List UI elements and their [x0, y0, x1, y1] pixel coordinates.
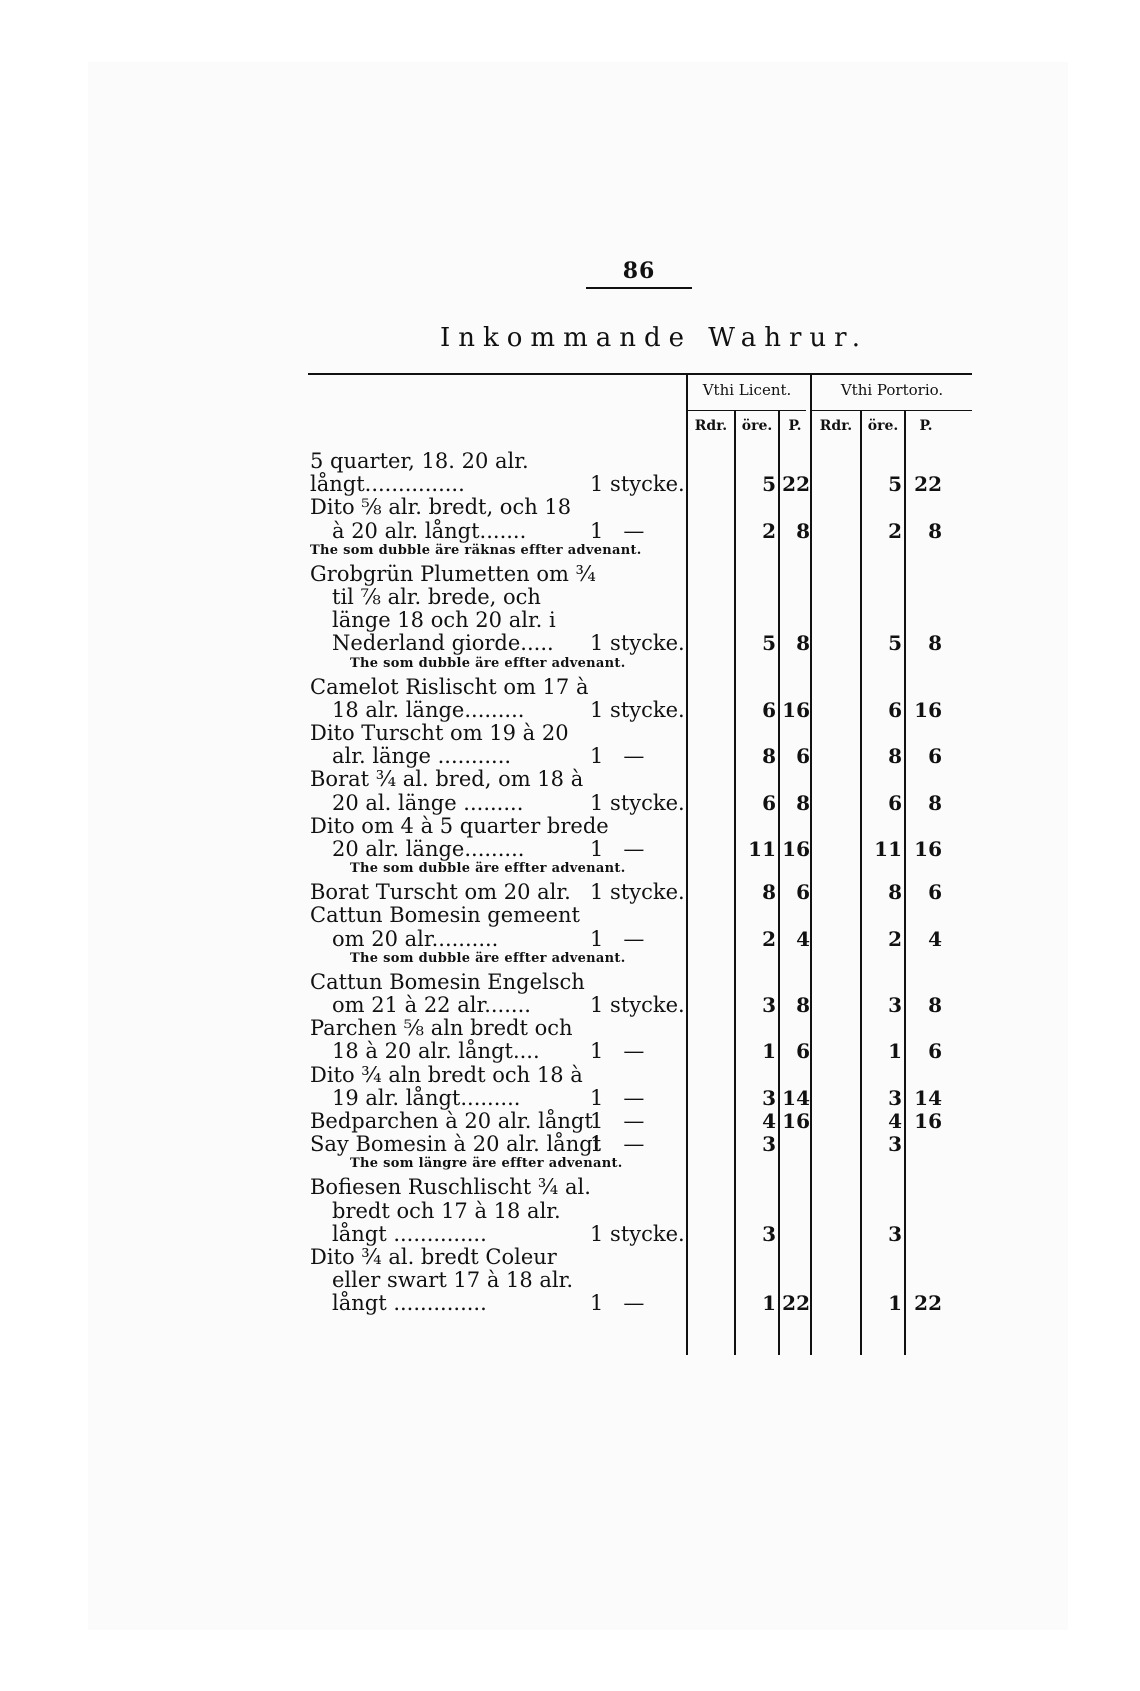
licent-ore-value: 3 [762, 993, 776, 1017]
item-description: långt .............. [332, 1291, 487, 1316]
portorio-subrule [812, 410, 972, 411]
table-row [310, 879, 980, 905]
licent-p-value: 16 [782, 1109, 810, 1133]
licent-ore-value: 1 [762, 1291, 776, 1316]
item-description: eller swart 17 à 18 alr. [332, 1268, 574, 1293]
portorio-ore-header: öre. [867, 418, 899, 434]
table-row [310, 1085, 980, 1111]
table-row [310, 720, 980, 746]
note-text: The som dubble äre effter advenant. [350, 655, 626, 671]
table-row [310, 1015, 980, 1041]
table-row [310, 1038, 980, 1064]
licent-p-value: 8 [796, 790, 810, 815]
portorio-p-header: P. [919, 418, 933, 434]
table-row [310, 992, 980, 1018]
table-row [310, 790, 980, 816]
item-quantity: 1 — [590, 1109, 645, 1133]
portorio-ore-value: 6 [888, 697, 902, 722]
portorio-ore-value: 3 [888, 1085, 902, 1110]
item-description: 18 à 20 alr. långt.... [332, 1039, 540, 1064]
table-row [310, 1198, 980, 1224]
item-description: Camelot Rislischt om 17 à [310, 674, 589, 699]
table-row [310, 902, 980, 928]
item-description: alr. länge ........... [332, 744, 512, 769]
note-text: The som dubble äre effter advenant. [350, 861, 626, 877]
page-title: Inkommande Wahrur. [440, 323, 868, 353]
portorio-ore-value: 4 [888, 1109, 902, 1133]
licent-ore-value: 11 [748, 837, 776, 861]
licent-ore-value: 3 [762, 1132, 776, 1157]
portorio-ore-value: 5 [888, 631, 902, 656]
table-row [310, 630, 980, 656]
table-row [310, 1108, 980, 1134]
table-row [310, 766, 980, 792]
licent-ore-value: 8 [762, 744, 776, 769]
table-row [310, 448, 980, 474]
portorio-ore-value: 5 [888, 472, 902, 497]
licent-p-value: 6 [796, 880, 810, 905]
item-description: Bedparchen à 20 alr. långt [310, 1109, 593, 1133]
item-description: 20 al. länge ......... [332, 790, 524, 815]
licent-p-value: 6 [796, 1039, 810, 1064]
licent-header: Vthi Licent. [702, 381, 792, 399]
table-row [310, 926, 980, 952]
portorio-p-value: 14 [914, 1085, 942, 1110]
note-text: The som längre äre effter advenant. [350, 1156, 623, 1172]
portorio-p-value: 8 [928, 631, 942, 656]
item-description: 18 alr. länge......... [332, 697, 525, 722]
licent-ore-value: 3 [762, 1221, 776, 1246]
portorio-p-value: 16 [914, 837, 942, 861]
licent-p-value: 16 [782, 837, 810, 861]
page-number: 86 [622, 258, 656, 284]
table-row [310, 471, 980, 497]
portorio-p-value: 6 [928, 1039, 942, 1064]
table-note-row [310, 654, 980, 674]
licent-rdr-header: Rdr. [694, 418, 728, 434]
item-description: Dito ¾ aln bredt och 18 à [310, 1062, 583, 1087]
licent-ore-value: 8 [762, 880, 776, 905]
licent-ore-value: 4 [762, 1109, 776, 1133]
table-row [310, 836, 980, 862]
note-text: The som dubble äre räknas effter advenant. [310, 542, 642, 558]
licent-ore-header: öre. [741, 418, 773, 434]
table-row [310, 697, 980, 723]
table-row [310, 1174, 980, 1200]
item-description: om 20 alr.......... [332, 926, 499, 951]
table-note-row [310, 541, 980, 561]
licent-ore-value: 3 [762, 1085, 776, 1110]
item-description: Bofiesen Ruschlischt ¾ al. [310, 1175, 591, 1200]
licent-ore-value: 6 [762, 790, 776, 815]
portorio-ore-value: 8 [888, 744, 902, 769]
item-description: Parchen ⅝ aln bredt och [310, 1016, 573, 1041]
item-description: långt .............. [332, 1221, 487, 1246]
portorio-header: Vthi Portorio. [840, 381, 944, 399]
item-description: à 20 alr. långt....... [332, 518, 527, 543]
licent-subrule [688, 410, 806, 411]
item-description: Borat ¾ al. bred, om 18 à [310, 767, 584, 792]
table-row [310, 1062, 980, 1088]
item-description: 5 quarter, 18. 20 alr. [310, 449, 529, 473]
item-description: bredt och 17 à 18 alr. [332, 1198, 561, 1223]
licent-p-value: 22 [782, 1291, 810, 1316]
table-row [310, 518, 980, 544]
licent-p-value: 22 [782, 472, 810, 497]
item-description: til ⅞ alr. brede, och [332, 585, 541, 609]
item-description: Dito Turscht om 19 à 20 [310, 721, 569, 745]
item-quantity: 1 — [590, 926, 645, 951]
item-description: 20 alr. länge......... [332, 837, 525, 861]
licent-ore-value: 6 [762, 697, 776, 722]
item-quantity: 1 stycke. [590, 631, 685, 656]
item-description: Dito ⅝ alr. bredt, och 18 [310, 495, 572, 520]
portorio-ore-value: 3 [888, 993, 902, 1017]
table-top-rule [308, 373, 972, 375]
portorio-p-value: 6 [928, 880, 942, 905]
table-row [310, 969, 980, 995]
table-row [310, 494, 980, 520]
portorio-p-value: 4 [928, 926, 942, 951]
item-quantity: 1 — [590, 1039, 645, 1064]
item-quantity: 1 stycke. [590, 697, 685, 722]
table-note-row [310, 859, 980, 879]
licent-ore-value: 5 [762, 631, 776, 656]
portorio-ore-value: 6 [888, 790, 902, 815]
portorio-ore-value: 8 [888, 880, 902, 905]
note-text: The som dubble äre effter advenant. [350, 950, 626, 966]
licent-ore-value: 1 [762, 1039, 776, 1064]
table-row [310, 1290, 980, 1316]
item-quantity: 1 — [590, 837, 645, 861]
item-description: Nederland giorde..... [332, 631, 554, 656]
licent-ore-value: 2 [762, 518, 776, 543]
item-description: Dito om 4 à 5 quarter brede [310, 813, 609, 838]
licent-p-value: 8 [796, 631, 810, 656]
licent-ore-value: 2 [762, 926, 776, 951]
licent-p-value: 8 [796, 993, 810, 1017]
item-quantity: 1 stycke. [590, 993, 685, 1017]
item-description: Cattun Bomesin Engelsch [310, 969, 585, 994]
portorio-ore-value: 3 [888, 1221, 902, 1246]
portorio-p-value: 8 [928, 993, 942, 1017]
portorio-p-value: 22 [914, 1291, 942, 1316]
table-row [310, 607, 980, 633]
portorio-p-value: 6 [928, 744, 942, 769]
item-quantity: 1 stycke. [590, 880, 685, 905]
table-row [310, 1267, 980, 1293]
table-row [310, 1221, 980, 1247]
table-note-row [310, 1154, 980, 1174]
item-quantity: 1 — [590, 1291, 645, 1316]
portorio-ore-value: 3 [888, 1132, 902, 1157]
table-row [310, 743, 980, 769]
item-description: Grobgrün Plumetten om ¾ [310, 561, 596, 586]
item-description: Say Bomesin à 20 alr. långt [310, 1132, 602, 1157]
licent-ore-value: 5 [762, 472, 776, 497]
portorio-p-value: 8 [928, 518, 942, 543]
item-quantity: 1 stycke. [590, 472, 685, 497]
item-description: Cattun Bomesin gemeent [310, 903, 580, 928]
licent-p-value: 8 [796, 518, 810, 543]
portorio-ore-value: 1 [888, 1039, 902, 1064]
item-quantity: 1 — [590, 1132, 645, 1157]
licent-p-value: 4 [796, 926, 810, 951]
licent-p-value: 16 [782, 697, 810, 722]
table-note-row [310, 949, 980, 969]
portorio-ore-value: 11 [874, 837, 902, 861]
item-description: Dito ¾ al. bredt Coleur [310, 1245, 557, 1269]
portorio-ore-value: 1 [888, 1291, 902, 1316]
portorio-p-value: 16 [914, 697, 942, 722]
table-row [310, 1244, 980, 1270]
portorio-ore-value: 2 [888, 518, 902, 543]
licent-p-value: 6 [796, 744, 810, 769]
item-description: om 21 à 22 alr....... [332, 993, 531, 1017]
table-row [310, 1131, 980, 1157]
item-quantity: 1 — [590, 1085, 645, 1110]
item-quantity: 1 stycke. [590, 1221, 685, 1246]
portorio-p-value: 16 [914, 1109, 942, 1133]
table-row [310, 561, 980, 587]
item-quantity: 1 — [590, 518, 645, 543]
item-quantity: 1 — [590, 744, 645, 769]
licent-p-value: 14 [782, 1085, 810, 1110]
page-number-rule [586, 287, 692, 289]
portorio-ore-value: 2 [888, 926, 902, 951]
portorio-p-value: 22 [914, 472, 942, 497]
licent-p-header: P. [788, 418, 802, 434]
portorio-p-value: 8 [928, 790, 942, 815]
table-row [310, 674, 980, 700]
item-description: Borat Turscht om 20 alr. [310, 880, 571, 905]
item-quantity: 1 stycke. [590, 790, 685, 815]
item-description: länge 18 och 20 alr. i [332, 608, 556, 633]
table-row [310, 584, 980, 610]
item-description: långt............... [310, 472, 465, 497]
table-row [310, 813, 980, 839]
portorio-rdr-header: Rdr. [819, 418, 853, 434]
item-description: 19 alr. långt......... [332, 1085, 521, 1110]
